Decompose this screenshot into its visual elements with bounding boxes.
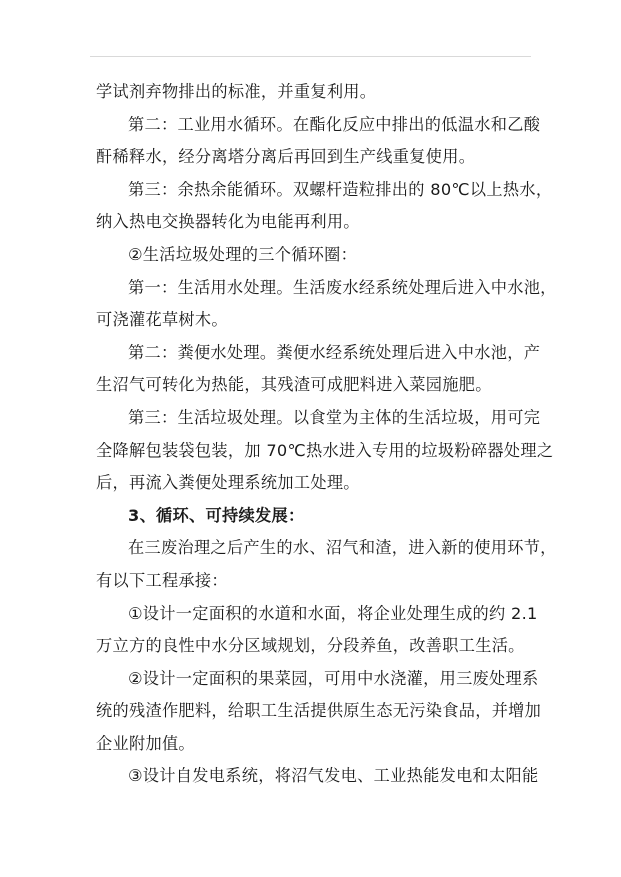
section-heading: 3、循环、可持续发展： xyxy=(128,505,305,525)
paragraph-line: 第二：粪便水处理。粪便水经系统处理后进入中水池，产 xyxy=(128,342,541,362)
paragraph-line: 学试剂弃物排出的标准，并重复利用。 xyxy=(96,82,377,101)
paragraph-line: 第三：余热余能循环。双螺杆造粒排出的 80℃以上热水， xyxy=(128,179,553,199)
paragraph-line: ②设计一定面积的果菜园，可用中水浇灌，用三废处理系 xyxy=(128,668,539,688)
paragraph-line: 统的残渣作肥料，给职工生活提供原生态无污染食品，并增加 xyxy=(96,701,542,721)
paragraph-line: 酐稀释水，经分离塔分离后再回到生产线重复使用。 xyxy=(96,147,476,167)
paragraph-line: 后，再流入粪便处理系统加工处理。 xyxy=(96,473,360,493)
document-body xyxy=(96,76,557,793)
paragraph-line: 有以下工程承接： xyxy=(96,570,228,590)
paragraph-line: 万立方的良性中水分区域规划，分段养鱼，改善职工生活。 xyxy=(96,636,525,656)
paragraph-line: 可浇灌花草树木。 xyxy=(96,310,228,330)
paragraph-line: 全降解包装袋包装，加 70℃热水进入专用的垃圾粉碎器处理之 xyxy=(96,440,554,460)
paragraph-line: 纳入热电交换器转化为电能再利用。 xyxy=(96,212,360,232)
paragraph-line: 企业附加值。 xyxy=(96,733,195,753)
section-subheading: ②生活垃圾处理的三个循环圈： xyxy=(128,244,358,264)
paragraph-line: 第三：生活垃圾处理。以食堂为主体的生活垃圾，用可完 xyxy=(128,407,541,427)
paragraph-line: ①设计一定面积的水道和水面，将企业处理生成的约 2.1 xyxy=(128,603,538,623)
paragraph-line: 在三废治理之后产生的水、沼气和渣，进入新的使用环节， xyxy=(128,538,557,558)
paragraph-line: 生沼气可转化为热能，其残渣可成肥料进入菜园施肥。 xyxy=(96,375,492,395)
paragraph-line: ③设计自发电系统，将沼气发电、工业热能发电和太阳能 xyxy=(128,766,539,786)
paragraph-line: 第一：生活用水处理。生活废水经系统处理后进入中水池， xyxy=(128,277,557,297)
header-divider xyxy=(90,56,531,57)
paragraph-line: 第二：工业用水循环。在酯化反应中排出的低温水和乙酸 xyxy=(128,114,541,134)
